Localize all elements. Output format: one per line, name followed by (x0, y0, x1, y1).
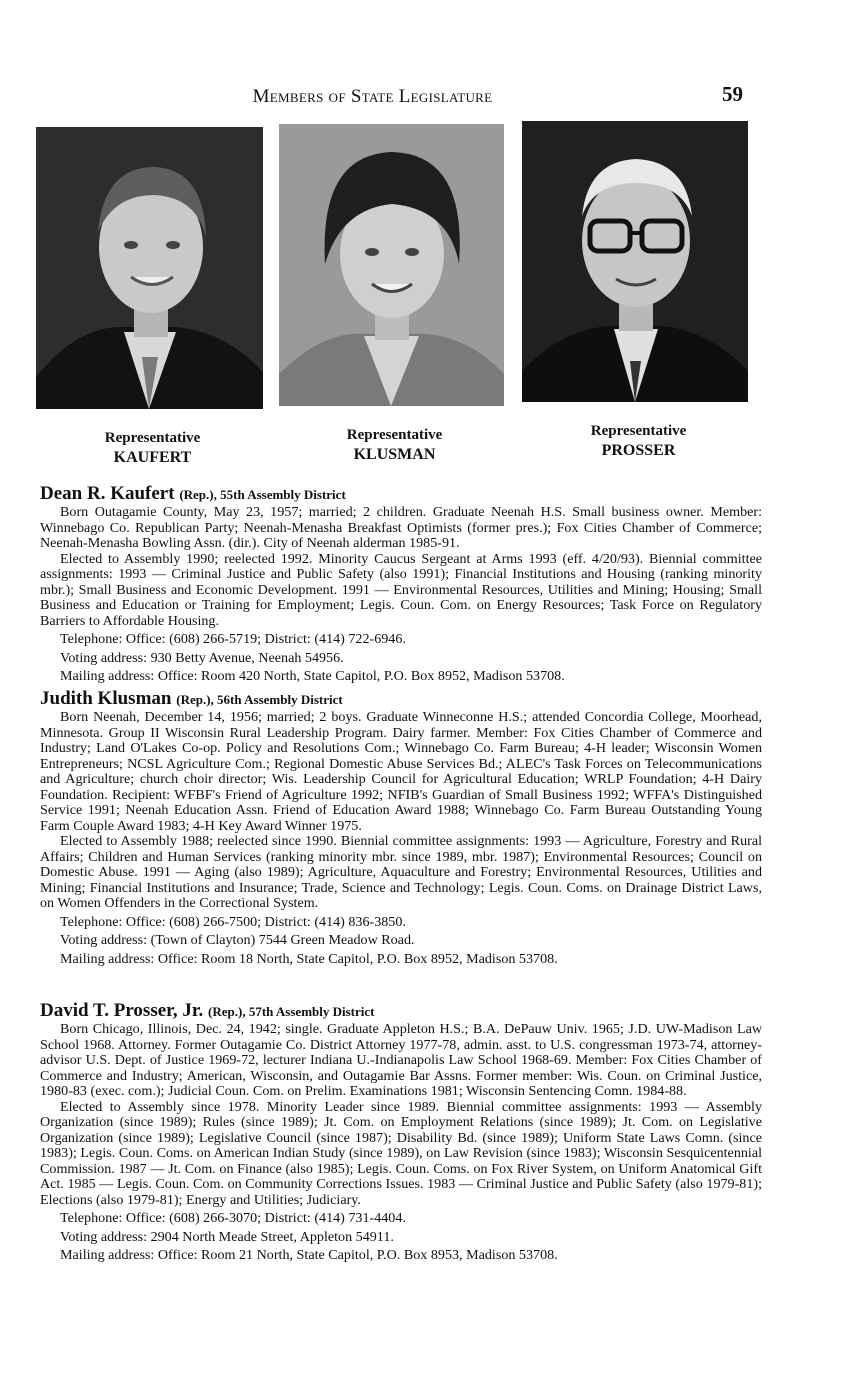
bio-paragraph: Born Neenah, December 14, 1956; married; 2 boys. Graduate Winneconne H.S.; attended Concordia College, Moorhead, Minnesota. Group II Wisconsin Rural Leadership Program. Dairy farmer. Member: Fox Cities Chamber of Commerce and Industry; Land O'Lakes Co-op. Policy and Resolutions Com.; Winnebago Co. Farm Bureau; 4-H leader; Wisconsin Women Entrepreneurs; NCSL Agriculture Com.; Regional Domestic Abuse Services Bd.; ALEC's Task Forces on Telecommunications and Agriculture; church choir director; Wis. Leadership Council for Agricultural Education; WRLP Foundation; 4-H Dairy Foundation. Recipient: WFBF's Friend of Agriculture 1992; NFIB's Guardian of Small Business 1992; WFFA's Distinguished Service 1991; Neenah Education Assn. Friend of Education Award 1988; Winnebago Co. Farm Bureau Outstanding Young Farm Couple Award 1983; 4-H Key Award Winner 1975. (40, 709, 762, 834)
bio-paragraph: Elected to Assembly since 1978. Minority Leader since 1989. Biennial committee assignments: 1993 — Assembly Organization (since 1989); Rules (since 1989); Jt. Com. on Employment Relations (since 1989); Jt. Com. on Legislative Organization (since 1989); Legislative Council (since 1987); Disability Bd. (since 1989); Uniform State Laws Comn. (since 1983); Legis. Coun. Coms. on American Indian Study (since 1989), on Law Revision (since 1983); Wisconsin Sesquicentennial Commission. 1987 — Jt. Com. on Finance (also 1985); Legis. Coun. Coms. on Fox River System, on Uniform Anatomical Gift Act. 1985 — Legis. Coun. Com. on Community Corrections Issues. 1983 — Criminal Justice and Public Safety (also 1979-81); Elections (also 1979-81); Energy and Utilities; Judiciary. (40, 1098, 762, 1208)
member-name: Dean R. Kaufert (40, 483, 175, 504)
caption-klusman (312, 425, 477, 465)
bio-kaufert (40, 483, 762, 685)
bio-prosser (40, 1000, 762, 1264)
bio-heading (40, 483, 762, 505)
caption-name: PROSSER (601, 442, 676, 459)
photo-klusman (279, 124, 504, 406)
party-district: (Rep.), 57th Assembly District (208, 1004, 375, 1019)
telephone: Telephone: Office: (608) 266-3070; District: (414) 731-4404. (60, 1210, 406, 1226)
caption-prosser (556, 421, 721, 461)
bio-klusman (40, 688, 762, 967)
photo-kaufert (36, 127, 263, 409)
party-district: (Rep.), 55th Assembly District (179, 487, 346, 502)
member-name: David T. Prosser, Jr. (40, 1000, 204, 1021)
bio-paragraph: Born Outagamie County, May 23, 1957; married; 2 children. Graduate Neenah H.S. Small business owner. Member: Winnebago Co. Republican Party; Neenah-Menasha Breakfast Optimists (former pres.); Fox Cities Chamber of Commerce; Neenah-Menasha Bowling Assn. (dir.). City of Neenah alderman 1985-91. (40, 504, 762, 551)
caption-title: Representative (346, 427, 443, 443)
portrait-image (279, 124, 504, 406)
party-district: (Rep.), 56th Assembly District (176, 692, 343, 707)
caption-title: Representative (590, 423, 687, 439)
portrait-image (36, 127, 263, 409)
voting-address: Voting address: 2904 North Meade Street, Appleton 54911. (60, 1228, 394, 1245)
bio-heading (40, 1000, 762, 1022)
bio-heading (40, 688, 762, 710)
telephone: Telephone: Office: (608) 266-7500; District: (414) 836-3850. (60, 913, 406, 930)
caption-name: KLUSMAN (353, 446, 436, 463)
bio-paragraph: Elected to Assembly 1988; reelected since 1990. Biennial committee assignments: 1993 — Agriculture, Forestry and Rural Affairs; Children and Human Services (ranking minority mbr. since 1989, mbr. 1987); Environmental Resources; Council on Domestic Abuse. 1991 — Aging (also 1989); Agriculture, Aquaculture and Forestry; Environmental Resources, Utilities and Mining; Financial Institutions and Insurance; Trade, Science and Technology; Legis. Coun. Coms. on Drainage District Laws, on Women Offenders in the Correctional System. (40, 833, 762, 911)
mailing-address: Mailing address: Office: Room 420 North, State Capitol, P.O. Box 8952, Madison 53708. (60, 668, 565, 684)
bio-paragraph: Elected to Assembly 1990; reelected 1992. Minority Caucus Sergeant at Arms 1993 (eff. 4/20/93). Biennial committee assignments: 1993 — Criminal Justice and Public Safety (also 1991); Financial Institutions and Housing (ranking minority mbr.); Small Business and Economic Development. 1991 — Environmental Resources, Utilities and Mining; Housing; Small Business and Education or Training for Employment; Legis. Coun. Com. on Energy Resources; Task Force on Regulatory Barriers to Affordable Housing. (40, 550, 762, 629)
photo-prosser (522, 121, 748, 402)
voting-address: Voting address: (Town of Clayton) 7544 Green Meadow Road. (60, 932, 415, 948)
page-number: 59 (722, 82, 743, 106)
mailing-address: Mailing address: Office: Room 18 North, State Capitol, P.O. Box 8952, Madison 53708. (60, 950, 558, 967)
telephone: Telephone: Office: (608) 266-5719; District: (414) 722-6946. (60, 631, 406, 647)
caption-title: Representative (104, 430, 201, 446)
caption-name: KAUFERT (113, 449, 192, 466)
bio-paragraph: Born Chicago, Illinois, Dec. 24, 1942; single. Graduate Appleton H.S.; B.A. DePauw Univ. 1965; J.D. UW-Madison Law School 1968. Attorney. Former Outagamie Co. District Attorney 1977-78, admin. asst. to U.S. congressman 1973-74, attorney-advisor U.S. Dept. of Justice 1969-72, lecturer Indiana U.-Indianapolis Law School 1968-69. Member: Fox Cities Chamber of Commerce and Industry; American, Wisconsin, and Outagamie Bar Assns. Former member: Wis. Coun. on Criminal Justice, 1980-83 (exec. com.); Judicial Coun. Com. on Prelim. Examinations 1981; Wisconsin Sentencing Comn. 1984-88. (40, 1021, 762, 1099)
caption-kaufert (70, 428, 235, 468)
portrait-image (522, 121, 748, 402)
member-name: Judith Klusman (40, 688, 172, 709)
voting-address: Voting address: 930 Betty Avenue, Neenah 54956. (60, 649, 344, 666)
mailing-address: Mailing address: Office: Room 21 North, State Capitol, P.O. Box 8953, Madison 53708. (60, 1247, 558, 1263)
page-title: Members of State Legislature (252, 86, 493, 107)
